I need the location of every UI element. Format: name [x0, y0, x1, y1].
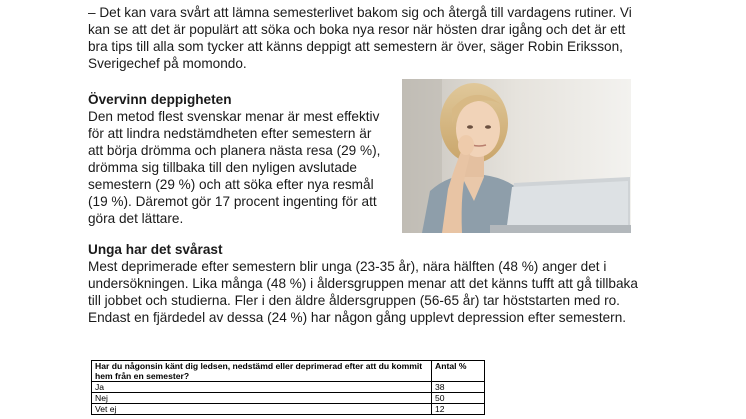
table-row — [92, 382, 485, 393]
table-cell-value: 38 — [432, 382, 485, 393]
intro-paragraph: – Det kan vara svårt att lämna semesterlivet bakom sig och återgå till vardagens rutiner. Vi kan se att det är populärt att söka och boka nya resor när hösten drar igång och det är ett bra tips till alla som tycker att känns deppigt att semestern är över, säger Robin Eriksson, Sverigechef på momondo. — [88, 5, 632, 71]
table-cell-label: Nej — [92, 393, 432, 404]
table-cell-label: Ja — [92, 382, 432, 393]
table-column-header: Antal % — [432, 361, 485, 382]
woman-laptop-photo — [402, 79, 631, 233]
table-row — [92, 404, 485, 415]
section-paragraph-overcome: Den metod flest svenskar menar är mest effektiv för att lindra nedstämdheten efter semestern är att börja drömma och planera nästa resa (29 %), drömma sig tillbaka till den nyligen avslutade semestern (29 %) och att söka efter nya resmål (19 %). Däremot gör 17 procent ingenting för att göra det lättare. — [88, 109, 381, 226]
table-cell-value: 12 — [432, 404, 485, 415]
survey-table — [91, 360, 485, 415]
table-question-header: Har du någonsin känt dig ledsen, nedstämd eller deprimerad efter att du kommit hem från en semester? — [92, 361, 432, 382]
section-heading-overcome: Övervinn deppigheten — [88, 92, 232, 107]
table-cell-label: Vet ej — [92, 404, 432, 415]
section-heading-young: Unga har det svårast — [88, 242, 223, 257]
table-header-row — [92, 361, 485, 382]
table-row — [92, 393, 485, 404]
table-cell-value: 50 — [432, 393, 485, 404]
section-paragraph-young: Mest deprimerade efter semestern blir unga (23-35 år), nära hälften (48 %) anger det i undersökningen. Lika många (48 %) i åldersgruppen menar att det känns tufft att gå tillbaka till jobbet och studierna. Fler i den äldre åldersgruppen (56-65 år) tar höststarten med ro. Endast en fjärdedel av dessa (24 %) har någon gång upplevt depression efter semestern. — [88, 259, 638, 325]
